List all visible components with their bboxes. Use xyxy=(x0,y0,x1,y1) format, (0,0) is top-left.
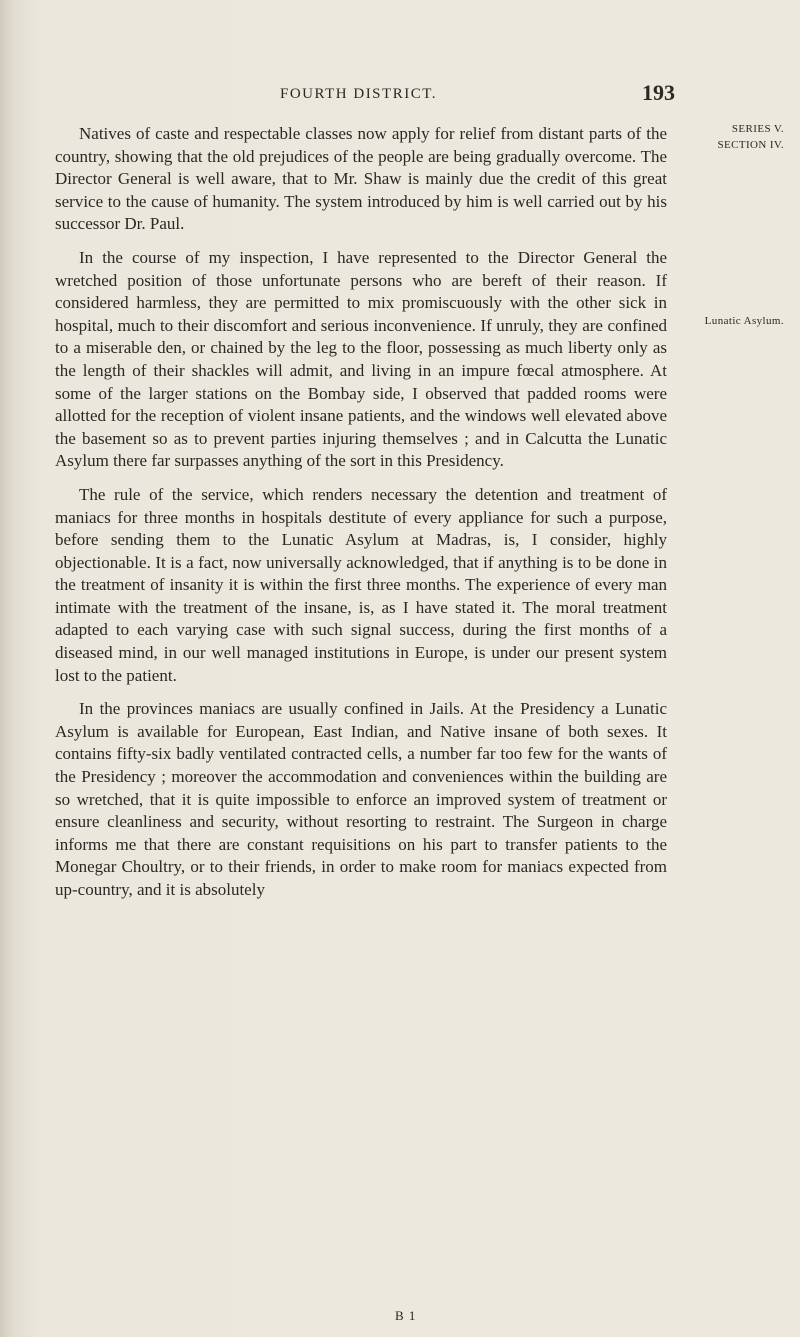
margin-note-section: SECTION IV. xyxy=(717,139,784,151)
running-head xyxy=(0,80,800,110)
running-title: FOURTH DISTRICT. xyxy=(280,86,437,102)
paragraph-inspection: In the course of my inspection, I have represented to the Director General the wretched position of those unfortunate persons who are bereft of their reason. If considered harmless, they are permitted to mix promiscuously with the other sick in hospital, much to their discomfort and serious inconvenience. If unruly, they are confined to a miserable den, or chained by the leg to the floor, possessing as much liberty only as the length of their shackles will admit, and living in an impure fœcal atmosphere. At some of the larger stations on the Bombay side, I observed that padded rooms were allotted for the reception of violent insane patients, and the windows well elevated above the basement so as to prevent parties injuring themselves ; and in Calcutta the Lunatic Asylum there far surpasses anything of the sort in this Presidency. xyxy=(55,247,667,471)
signature-mark: B 1 xyxy=(395,1308,417,1323)
margin-note-series: SERIES V. xyxy=(731,123,784,135)
paragraph-natives: Natives of caste and respectable classes now apply for relief from distant parts of the country, showing that the old prejudices of the people are being gradually overcome. The Director General is well aware, that to Mr. Shaw is mainly due the credit of this great service to the cause of humanity. The system introduced by him is well carried out by his successor Dr. Paul. xyxy=(55,124,667,234)
paragraph-provinces: In the provinces maniacs are usually confined in Jails. At the Presidency a Lunatic Asylum is available for European, East Indian, and Native insane of both sexes. It contains fifty-six badly ventilated contracted cells, a number far too few for the wants of the Presidency ; moreover the accommodation and conveniences within the building are so wretched, that it is quite impossible to enforce an improved system of treatment or ensure cleanliness and security, without resorting to restraint. The Surgeon in charge informs me that there are constant requisitions on his part to transfer patients to the Monegar Choultry, or to their friends, in order to make room for maniacs expected from up-country, and it is absolutely xyxy=(55,699,667,899)
page-number: 193 xyxy=(642,80,675,105)
body-text xyxy=(55,123,667,913)
margin-note-topic: Lunatic Asylum. xyxy=(704,315,784,327)
paragraph-service-rule: The rule of the service, which renders necessary the detention and treatment of maniacs for three months in hospitals destitute of every appliance for such a purpose, before sending them to the Lunatic Asylum at Madras, is, I consider, highly objectionable. It is a fact, now universally acknowledged, that if anything is to be done in the treatment of insanity it is within the first three months. The experience of every man intimate with the treatment of the insane, is, as I have stated it. The moral treatment adapted to each varying case with such signal success, during the first months of a diseased mind, in our well managed institutions in Europe, is under our present system lost to the patient. xyxy=(55,484,667,685)
